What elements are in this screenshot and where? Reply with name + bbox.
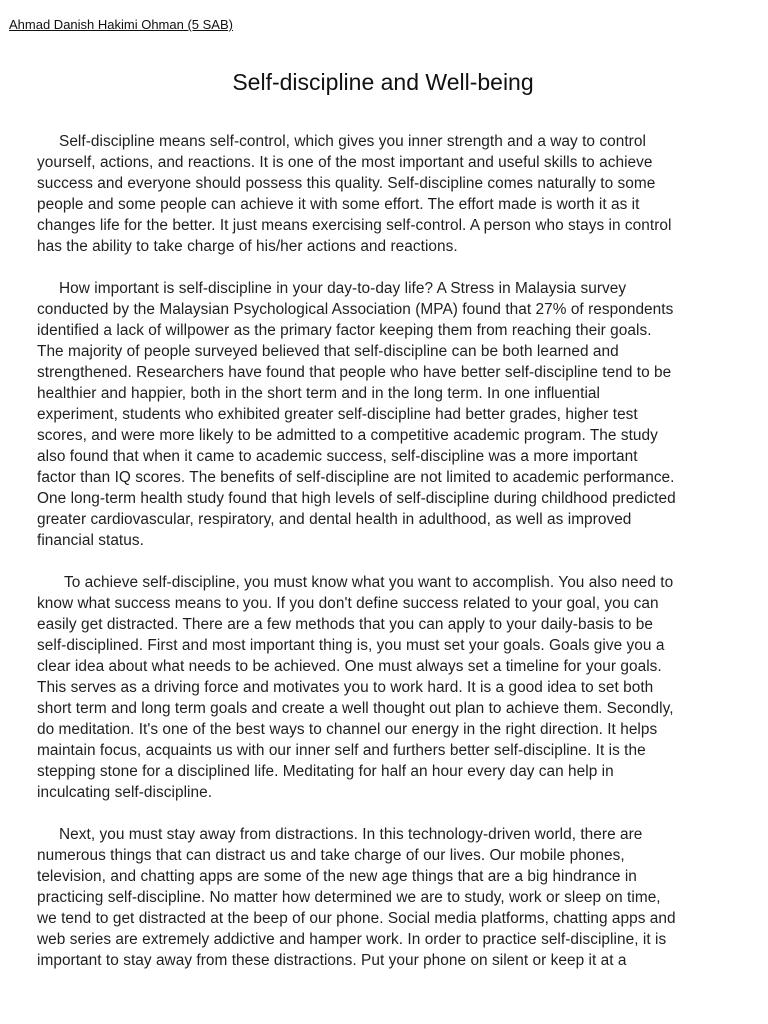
text-line: maintain focus, acquaints us with our inner self and furthers better self-discipline. It is the: [37, 742, 646, 759]
text-line: clear idea about what needs to be achieved. One must always set a timeline for your goals.: [37, 658, 662, 675]
paragraph-4: [37, 824, 729, 971]
text-line: easily get distracted. There are a few methods that you can apply to your daily-basis to be: [37, 616, 653, 633]
text-line: identified a lack of willpower as the primary factor keeping them from reaching their goals.: [37, 322, 652, 339]
text-line: yourself, actions, and reactions. It is one of the most important and useful skills to achieve: [37, 154, 653, 171]
text-line: we tend to get distracted at the beep of our phone. Social media platforms, chatting apps and: [37, 910, 676, 927]
text-line: self-disciplined. First and most important thing is, you must set your goals. Goals give you a: [37, 637, 665, 654]
paragraph-3: [37, 572, 729, 803]
text-line: know what success means to you. If you don't define success related to your goal, you can: [37, 595, 659, 612]
text-line: practicing self-discipline. No matter how determined we are to study, work or sleep on time,: [37, 889, 661, 906]
text-line: inculcating self-discipline.: [37, 784, 213, 801]
text-line: To achieve self-discipline, you must know what you want to accomplish. You also need to: [64, 574, 674, 591]
text-line: stepping stone for a disciplined life. Meditating for half an hour every day can help in: [37, 763, 614, 780]
text-line: How important is self-discipline in your day-to-day life? A Stress in Malaysia survey: [59, 280, 627, 297]
text-line: success and everyone should possess this quality. Self-discipline comes naturally to some: [37, 175, 656, 192]
text-line: people and some people can achieve it with some effort. The effort made is worth it as it: [37, 196, 640, 213]
text-line: strengthened. Researchers have found that people who have better self-discipline tend to be: [37, 364, 672, 381]
text-line: experiment, students who exhibited greater self-discipline had better grades, higher test: [37, 406, 638, 423]
text-line: Next, you must stay away from distractions. In this technology-driven world, there are: [59, 826, 643, 843]
text-line: This serves as a driving force and motivates you to work hard. It is a good idea to set both: [37, 679, 654, 696]
text-line: healthier and happier, both in the short term and in the long term. In one influential: [37, 385, 600, 402]
text-line: important to stay away from these distractions. Put your phone on silent or keep it at a: [37, 952, 627, 969]
text-line: has the ability to take charge of his/her actions and reactions.: [37, 238, 458, 255]
text-line: financial status.: [37, 532, 144, 549]
paragraph-2: [37, 278, 729, 551]
text-line: conducted by the Malaysian Psychological Association (MPA) found that 27% of respondents: [37, 301, 674, 318]
page-title: Self-discipline and Well-being: [232, 69, 534, 95]
author-name: Ahmad Danish Hakimi Ohman (5 SAB): [9, 17, 233, 32]
text-line: numerous things that can distract us and take charge of our lives. Our mobile phones,: [37, 847, 625, 864]
text-line: The majority of people surveyed believed that self-discipline can be both learned and: [37, 343, 619, 360]
text-line: television, and chatting apps are some of the new age things that are a big hindrance in: [37, 868, 637, 885]
text-line: scores, and were more likely to be admitted to a competitive academic program. The study: [37, 427, 658, 444]
text-line: Self-discipline means self-control, which gives you inner strength and a way to control: [59, 133, 646, 150]
text-line: short term and long term goals and create a well thought out plan to achieve them. Secondly,: [37, 700, 674, 717]
text-line: factor than IQ scores. The benefits of self-discipline are not limited to academic performance.: [37, 469, 675, 486]
essay-body: [37, 131, 729, 992]
paragraph-1: [37, 131, 729, 257]
text-line: web series are extremely addictive and hamper work. In order to practice self-discipline, it is: [37, 931, 667, 948]
text-line: One long-term health study found that high levels of self-discipline during childhood predicted: [37, 490, 676, 507]
text-line: do meditation. It's one of the best ways to channel our energy in the right direction. It helps: [37, 721, 658, 738]
text-line: greater cardiovascular, respiratory, and dental health in adulthood, as well as improved: [37, 511, 632, 528]
text-line: also found that when it came to academic success, self-discipline was a more important: [37, 448, 638, 465]
text-line: changes life for the better. It just means exercising self-control. A person who stays in control: [37, 217, 672, 234]
